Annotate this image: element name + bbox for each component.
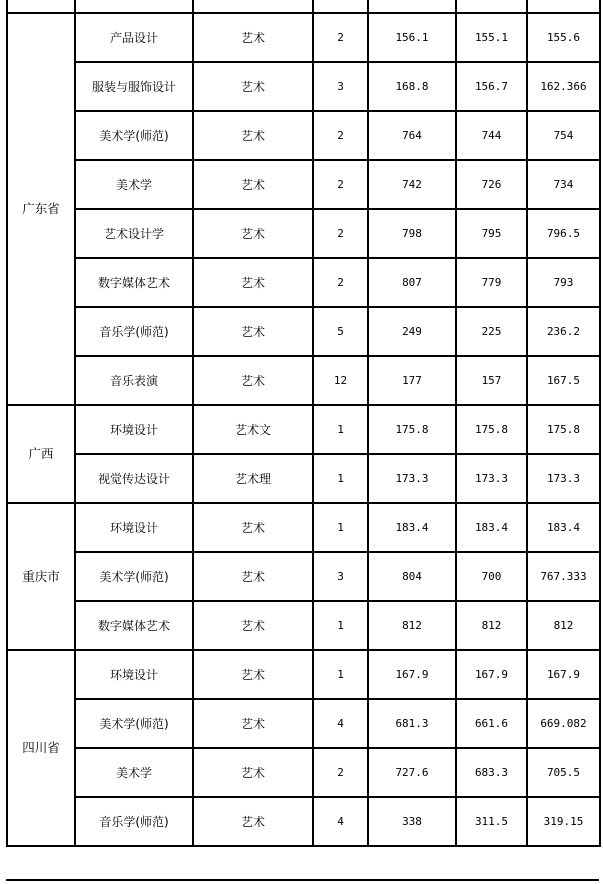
major-cell: 环境设计 (75, 650, 193, 699)
table-bottom-rule (6, 879, 599, 881)
major-cell: 环境设计 (75, 405, 193, 454)
avg-score-cell: 767.333 (527, 552, 600, 601)
min-score-cell: 155.1 (456, 13, 527, 62)
category-cell: 艺术 (193, 356, 313, 405)
major-cell: 艺术设计学 (75, 209, 193, 258)
table-row (7, 258, 600, 307)
category-cell: 艺术 (193, 748, 313, 797)
major-cell: 音乐学(师范) (75, 307, 193, 356)
table-row (7, 503, 600, 552)
min-score-cell: 779 (456, 258, 527, 307)
major-cell: 美术学 (75, 748, 193, 797)
category-cell: 艺术理 (193, 454, 313, 503)
count-cell: 4 (313, 797, 368, 846)
count-cell: 5 (313, 307, 368, 356)
province-cell: 四川省 (7, 650, 75, 846)
max-score-cell: 183.4 (368, 503, 456, 552)
max-score-cell: 807 (368, 258, 456, 307)
category-cell: 艺术 (193, 62, 313, 111)
major-cell: 美术学(师范) (75, 111, 193, 160)
min-score-cell: 157 (456, 356, 527, 405)
table-row (7, 552, 600, 601)
count-cell: 1 (313, 503, 368, 552)
table-row (7, 356, 600, 405)
category-cell: 艺术 (193, 601, 313, 650)
table-row (7, 307, 600, 356)
max-score-cell: 804 (368, 552, 456, 601)
table-row (7, 454, 600, 503)
count-cell: 1 (313, 454, 368, 503)
min-score-cell: 812 (456, 601, 527, 650)
min-score-cell: 744 (456, 111, 527, 160)
table-row (7, 405, 600, 454)
count-cell: 1 (313, 650, 368, 699)
count-cell: 1 (313, 405, 368, 454)
major-cell: 数字媒体艺术 (75, 601, 193, 650)
min-score-cell: 175.8 (456, 405, 527, 454)
avg-score-cell: 162.366 (527, 62, 600, 111)
table-cell (313, 0, 368, 13)
count-cell: 2 (313, 13, 368, 62)
table-row (7, 699, 600, 748)
table-row (7, 111, 600, 160)
avg-score-cell: 796.5 (527, 209, 600, 258)
max-score-cell: 156.1 (368, 13, 456, 62)
category-cell: 艺术 (193, 209, 313, 258)
major-cell: 美术学 (75, 160, 193, 209)
count-cell: 1 (313, 601, 368, 650)
min-score-cell: 700 (456, 552, 527, 601)
avg-score-cell: 183.4 (527, 503, 600, 552)
max-score-cell: 168.8 (368, 62, 456, 111)
category-cell: 艺术 (193, 797, 313, 846)
table-cell (527, 0, 600, 13)
min-score-cell: 311.5 (456, 797, 527, 846)
table-cell (368, 0, 456, 13)
table-row (7, 13, 600, 62)
category-cell: 艺术 (193, 503, 313, 552)
major-cell: 环境设计 (75, 503, 193, 552)
max-score-cell: 173.3 (368, 454, 456, 503)
count-cell: 2 (313, 160, 368, 209)
max-score-cell: 798 (368, 209, 456, 258)
avg-score-cell: 167.9 (527, 650, 600, 699)
max-score-cell: 742 (368, 160, 456, 209)
table-cell (456, 0, 527, 13)
max-score-cell: 167.9 (368, 650, 456, 699)
admission-score-table (6, 0, 601, 847)
min-score-cell: 726 (456, 160, 527, 209)
max-score-cell: 764 (368, 111, 456, 160)
category-cell: 艺术文 (193, 405, 313, 454)
major-cell: 美术学(师范) (75, 552, 193, 601)
min-score-cell: 661.6 (456, 699, 527, 748)
avg-score-cell: 236.2 (527, 307, 600, 356)
min-score-cell: 795 (456, 209, 527, 258)
avg-score-cell: 734 (527, 160, 600, 209)
table-row (7, 601, 600, 650)
avg-score-cell: 754 (527, 111, 600, 160)
max-score-cell: 338 (368, 797, 456, 846)
major-cell: 产品设计 (75, 13, 193, 62)
major-cell: 服装与服饰设计 (75, 62, 193, 111)
category-cell: 艺术 (193, 699, 313, 748)
table-cell (75, 0, 193, 13)
table-row-cut-off (7, 0, 600, 13)
avg-score-cell: 319.15 (527, 797, 600, 846)
count-cell: 2 (313, 209, 368, 258)
avg-score-cell: 155.6 (527, 13, 600, 62)
major-cell: 视觉传达设计 (75, 454, 193, 503)
score-table-body (7, 0, 600, 846)
table-row (7, 797, 600, 846)
min-score-cell: 156.7 (456, 62, 527, 111)
max-score-cell: 681.3 (368, 699, 456, 748)
avg-score-cell: 705.5 (527, 748, 600, 797)
max-score-cell: 175.8 (368, 405, 456, 454)
table-cell (7, 0, 75, 13)
avg-score-cell: 793 (527, 258, 600, 307)
table-row (7, 650, 600, 699)
category-cell: 艺术 (193, 552, 313, 601)
major-cell: 音乐学(师范) (75, 797, 193, 846)
max-score-cell: 177 (368, 356, 456, 405)
min-score-cell: 683.3 (456, 748, 527, 797)
major-cell: 数字媒体艺术 (75, 258, 193, 307)
table-cell (193, 0, 313, 13)
avg-score-cell: 173.3 (527, 454, 600, 503)
table-row (7, 160, 600, 209)
table-row (7, 748, 600, 797)
max-score-cell: 812 (368, 601, 456, 650)
province-cell: 广西 (7, 405, 75, 503)
max-score-cell: 249 (368, 307, 456, 356)
major-cell: 美术学(师范) (75, 699, 193, 748)
max-score-cell: 727.6 (368, 748, 456, 797)
count-cell: 3 (313, 62, 368, 111)
category-cell: 艺术 (193, 111, 313, 160)
province-cell: 重庆市 (7, 503, 75, 650)
count-cell: 4 (313, 699, 368, 748)
avg-score-cell: 167.5 (527, 356, 600, 405)
min-score-cell: 173.3 (456, 454, 527, 503)
category-cell: 艺术 (193, 13, 313, 62)
category-cell: 艺术 (193, 650, 313, 699)
category-cell: 艺术 (193, 160, 313, 209)
min-score-cell: 183.4 (456, 503, 527, 552)
category-cell: 艺术 (193, 307, 313, 356)
count-cell: 12 (313, 356, 368, 405)
avg-score-cell: 812 (527, 601, 600, 650)
category-cell: 艺术 (193, 258, 313, 307)
min-score-cell: 225 (456, 307, 527, 356)
count-cell: 2 (313, 111, 368, 160)
major-cell: 音乐表演 (75, 356, 193, 405)
avg-score-cell: 175.8 (527, 405, 600, 454)
min-score-cell: 167.9 (456, 650, 527, 699)
table-row (7, 62, 600, 111)
province-cell: 广东省 (7, 13, 75, 405)
count-cell: 2 (313, 258, 368, 307)
table-row (7, 209, 600, 258)
count-cell: 3 (313, 552, 368, 601)
avg-score-cell: 669.082 (527, 699, 600, 748)
count-cell: 2 (313, 748, 368, 797)
